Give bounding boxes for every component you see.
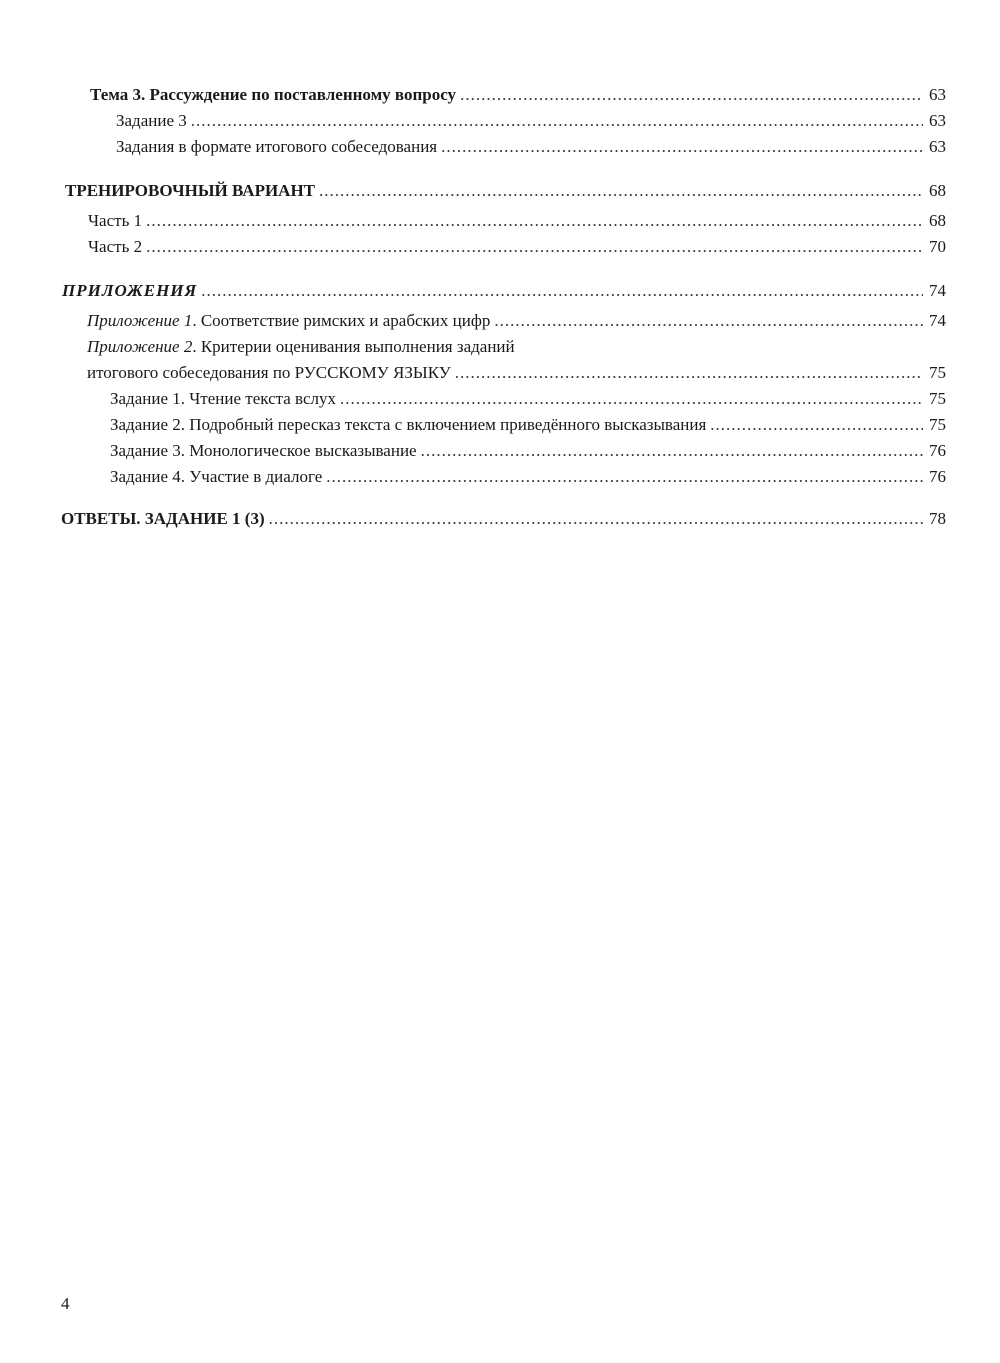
toc-entry-appendix2-line1 (60, 334, 946, 360)
toc-entry-training-variant (60, 178, 946, 204)
table-of-contents (60, 82, 946, 532)
toc-entry-criteria-task4 (60, 464, 946, 490)
toc-entry-part1 (60, 208, 946, 234)
toc-entry-appendices (60, 278, 946, 304)
toc-entry-appendix2-line2 (60, 360, 946, 386)
toc-entry-page: 63 (929, 85, 946, 104)
toc-leader-dots (269, 506, 923, 532)
toc-entry-label: Часть 1 (88, 211, 143, 230)
toc-entry-criteria-task2 (60, 412, 946, 438)
toc-entry-page: 75 (929, 389, 946, 408)
toc-entry-page: 68 (929, 181, 946, 200)
toc-leader-dots (319, 178, 923, 204)
toc-leader-dots (494, 308, 923, 334)
toc-leader-dots (146, 208, 923, 234)
toc-leader-dots (710, 412, 923, 438)
toc-leader-dots (201, 278, 923, 304)
toc-entry-page: 74 (929, 311, 946, 330)
page-number: 4 (61, 1294, 70, 1313)
toc-entry-page: 74 (929, 281, 946, 300)
toc-entry-page: 63 (929, 137, 946, 156)
toc-entry-theme3 (60, 82, 946, 108)
appendix-prefix: Приложение 2 (87, 337, 193, 356)
toc-entry-label: Задание 3 (116, 111, 187, 130)
toc-entry-page: 70 (929, 237, 946, 256)
toc-entry-label: Задания в формате итогового собеседования (116, 137, 438, 156)
toc-entry-tasks-format (60, 134, 946, 160)
toc-leader-dots (326, 464, 923, 490)
toc-entry-label: ОТВЕТЫ. ЗАДАНИЕ 1 (3) (61, 509, 265, 528)
toc-entry-label (87, 308, 490, 334)
toc-entry-answers (60, 506, 946, 532)
toc-entry-page: 68 (929, 211, 946, 230)
toc-entry-label: итогового собеседования по РУССКОМУ ЯЗЫКУ (87, 363, 451, 382)
toc-entry-criteria-task1 (60, 386, 946, 412)
toc-entry-page: 76 (929, 441, 946, 460)
toc-entry-page: 75 (929, 415, 946, 434)
toc-entry-task3 (60, 108, 946, 134)
toc-leader-dots (421, 438, 923, 464)
toc-entry-page: 63 (929, 111, 946, 130)
toc-entry-label: ТРЕНИРОВОЧНЫЙ ВАРИАНТ (65, 181, 316, 200)
toc-entry-label: Часть 2 (88, 237, 143, 256)
toc-entry-label: Задание 1. Чтение текста вслух (110, 389, 337, 408)
toc-entry-label: Тема 3. Рассуждение по поставленному вопросу (90, 85, 457, 104)
toc-entry-label: Задание 3. Монологическое высказывание (110, 441, 417, 460)
toc-entry-appendix1 (60, 308, 946, 334)
toc-entry-label: Задание 4. Участие в диалоге (110, 467, 323, 486)
toc-leader-dots (455, 360, 923, 386)
toc-leader-dots (340, 386, 923, 412)
appendix-title: . Критерии оценивания выполнения заданий (192, 337, 515, 356)
toc-leader-dots (460, 82, 923, 108)
toc-entry-label: Задание 2. Подробный пересказ текста с включением приведённого высказывания (110, 415, 707, 434)
toc-leader-dots (191, 108, 923, 134)
appendix-prefix: Приложение 1 (87, 311, 193, 330)
toc-entry-part2 (60, 234, 946, 260)
toc-entry-page: 75 (929, 363, 946, 382)
appendix-title: . Соответствие римских и арабских цифр (192, 311, 491, 330)
toc-entry-criteria-task3 (60, 438, 946, 464)
toc-entry-page: 76 (929, 467, 946, 486)
toc-entry-label: ПРИЛОЖЕНИЯ (62, 281, 198, 300)
toc-leader-dots (146, 234, 923, 260)
toc-entry-page: 78 (929, 509, 946, 528)
toc-leader-dots (441, 134, 923, 160)
